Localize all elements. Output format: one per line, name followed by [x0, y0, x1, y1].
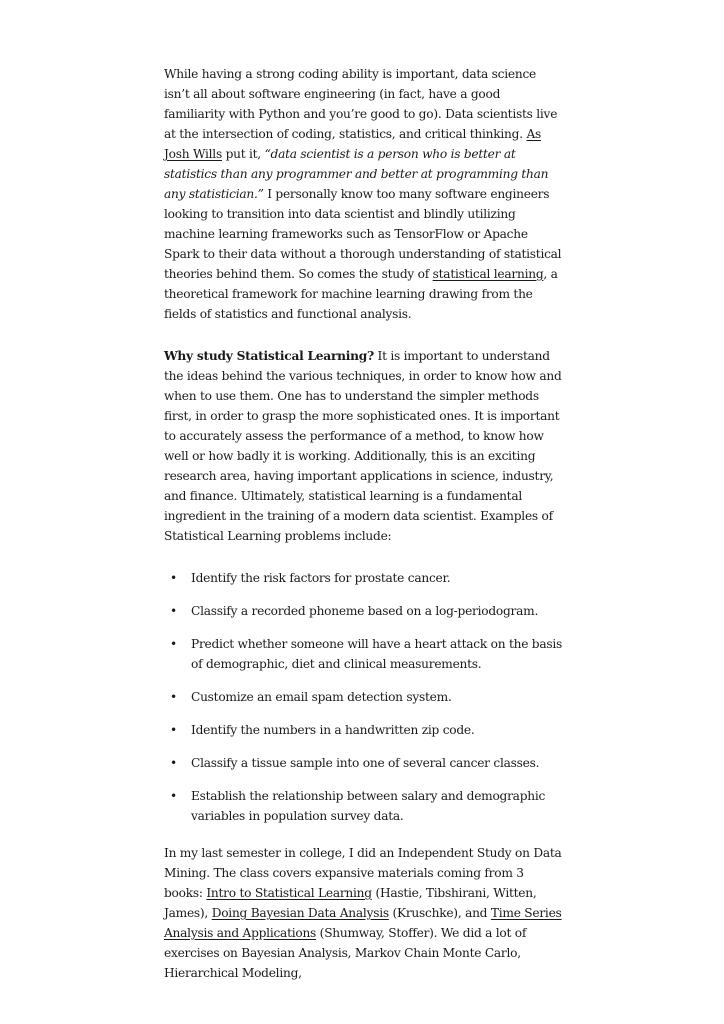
bullet-icon: • — [170, 571, 177, 585]
independent-study-paragraph — [164, 843, 564, 983]
list-item — [164, 786, 564, 826]
statistical-learning-link[interactable]: statistical learning — [432, 267, 544, 281]
list-item-text: Predict whether someone will have a heart attack on the basis of demographic, diet and clinical measurements. — [191, 637, 563, 671]
bullet-icon: • — [170, 789, 177, 803]
intro-text-d: , a theoretical framework for machine learning drawing from the fields of statistics and functional analysis. — [164, 267, 558, 321]
doing-bayesian-data-analysis-link[interactable]: Doing Bayesian Data Analysis — [211, 906, 389, 920]
josh-wills-quote: “data scientist is a person who is better at statistics than any programmer and better at programming than any statistician.” — [164, 147, 549, 201]
study-text-b: (Hastie, Tibshirani, Witten, James), — [164, 886, 537, 920]
time-series-analysis-link[interactable]: Time Series Analysis and Applications — [164, 906, 562, 940]
why-study-text: It is important to understand the ideas behind the various techniques, in order to know how and when to use them. One has to understand the simpler methods first, in order to grasp the more sophisticated ones. It is important to accurately assess the performance of a method, to know how well or how badly it is working. Additionally, this is an exciting research area, having important applications in science, industry, and finance. Ultimately, statistical learning is a fundamental ingredient in the training of a modern data scientist. Examples of Statistical Learning problems include: — [164, 349, 562, 543]
intro-paragraph — [164, 64, 564, 324]
bullet-icon: • — [170, 723, 177, 737]
josh-wills-link[interactable]: As Josh Wills — [164, 127, 542, 161]
list-item — [164, 720, 564, 740]
list-item-text: Identify the risk factors for prostate cancer. — [191, 571, 451, 585]
bullet-icon: • — [170, 690, 177, 704]
list-item — [164, 601, 564, 621]
article-body — [164, 64, 564, 1005]
study-text-d: (Shumway, Stoffer). We did a lot of exercises on Bayesian Analysis, Markov Chain Monte Carlo, Hierarchical Modeling, — [164, 926, 527, 980]
study-text-a: In my last semester in college, I did an Independent Study on Data Mining. The class covers expansive materials coming from 3 books: — [164, 846, 562, 900]
list-item — [164, 687, 564, 707]
intro-text-c: I personally know too many software engineers looking to transition into data scientist and blindly utilizing machine learning frameworks such as TensorFlow or Apache Spark to their data without a thorough understanding of statistical theories behind them. So comes the study of — [164, 187, 562, 281]
intro-text-b: put it, — [221, 147, 265, 161]
study-text-c: (Kruschke), and — [388, 906, 491, 920]
examples-list — [164, 568, 564, 826]
list-item-text: Classify a tissue sample into one of several cancer classes. — [191, 756, 540, 770]
bullet-icon: • — [170, 637, 177, 651]
bullet-icon: • — [170, 604, 177, 618]
intro-text-a: While having a strong coding ability is important, data science isn’t all about software engineering (in fact, have a good familiarity with Python and you’re good to go). Data scientists live at the intersection of coding, statistics, and critical thinking. — [164, 67, 558, 141]
list-item — [164, 568, 564, 588]
bullet-icon: • — [170, 756, 177, 770]
list-item — [164, 634, 564, 674]
intro-statistical-learning-link[interactable]: Intro to Statistical Learning — [206, 886, 372, 900]
list-item-text: Establish the relationship between salary and demographic variables in population survey data. — [191, 789, 546, 823]
why-study-heading: Why study Statistical Learning? — [164, 349, 374, 363]
list-item — [164, 753, 564, 773]
list-item-text: Classify a recorded phoneme based on a log-periodogram. — [191, 604, 539, 618]
why-study-paragraph — [164, 346, 564, 546]
list-item-text: Customize an email spam detection system. — [191, 690, 452, 704]
list-item-text: Identify the numbers in a handwritten zip code. — [191, 723, 475, 737]
